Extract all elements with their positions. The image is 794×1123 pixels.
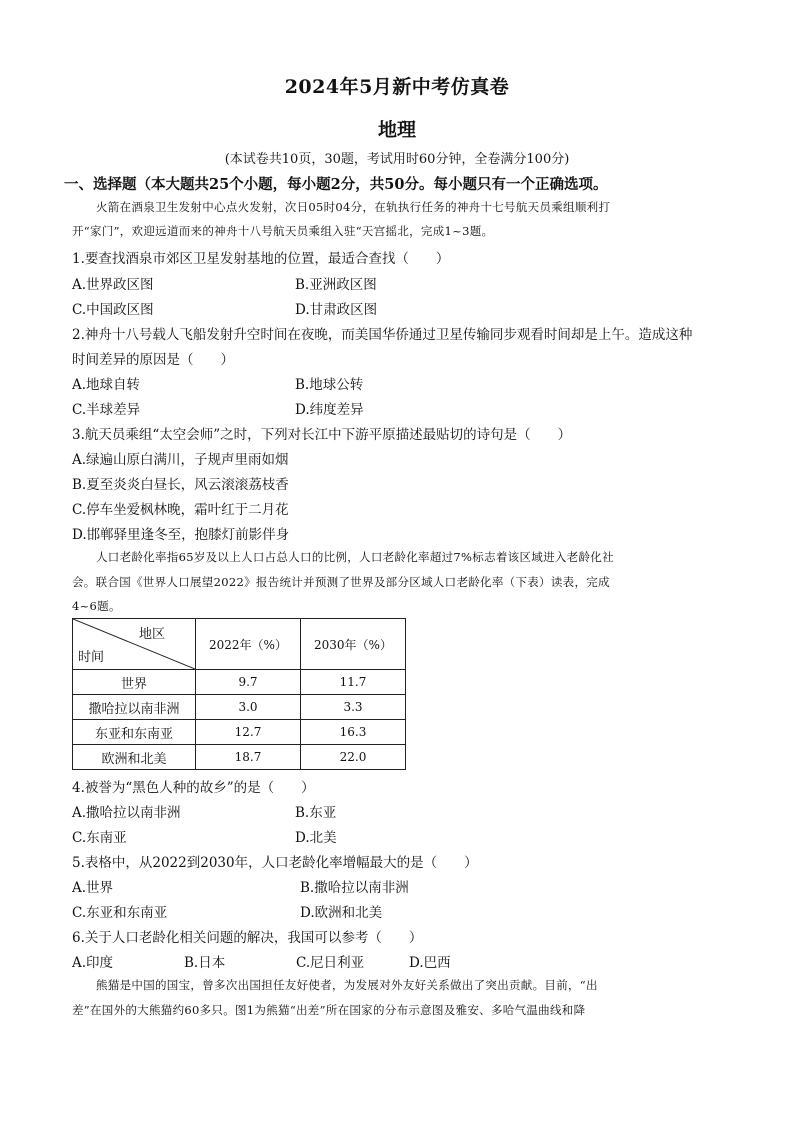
table-row <box>73 745 406 770</box>
question-6-option-c: C.尼日利亚 <box>296 955 365 971</box>
table-row <box>73 720 406 745</box>
table-header-2030: 2030年（%） <box>301 619 406 670</box>
aging-rate-table <box>72 618 406 770</box>
table-cell-region: 撒哈拉以南非洲 <box>73 695 196 720</box>
table-cell-value: 3.0 <box>196 695 301 720</box>
question-6-option-b: B.日本 <box>184 955 226 971</box>
table-corner-cell <box>73 619 196 670</box>
section-heading: 一、选择题（本大题共25个小题，每小题2分，共50分。每小题只有一个正确选项。 <box>64 176 608 193</box>
question-5-stem: 5.表格中，从2022到2030年，人口老龄化率增幅最大的是（ ） <box>72 855 478 871</box>
question-3-option-c: C.停车坐爱枫林晚，霜叶红于二月花 <box>72 502 289 518</box>
table-cell-region: 东亚和东南亚 <box>73 720 196 745</box>
table-cell-value: 22.0 <box>301 745 406 770</box>
question-2-stem: 2.神舟十八号载人飞船发射升空时间在夜晚，而美国华侨通过卫星传输同步观看时间却是上午。造成这种 <box>72 327 693 343</box>
question-5-option-b: B.撒哈拉以南非洲 <box>300 880 409 896</box>
question-5-option-c: C.东亚和东南亚 <box>72 905 168 921</box>
table-row <box>73 670 406 695</box>
table-cell-region: 欧洲和北美 <box>73 745 196 770</box>
intro-paragraph-line: 差”在国外的大熊猫约60多只。图1为熊猫“出差”所在国家的分布示意图及雅安、多哈气温曲线和降 <box>72 1003 586 1017</box>
question-2-option-b: B.地球公转 <box>295 377 364 393</box>
table-cell-value: 9.7 <box>196 670 301 695</box>
question-4-option-c: C.东南亚 <box>72 830 127 846</box>
intro-paragraph-line: 4~6题。 <box>72 599 121 613</box>
question-5-option-d: D.欧洲和北美 <box>300 905 383 921</box>
question-2-stem-cont: 时间差异的原因是（ ） <box>72 352 234 368</box>
table-cell-value: 18.7 <box>196 745 301 770</box>
question-1-option-b: B.亚洲政区图 <box>295 277 377 293</box>
question-3-option-a: A.绿遍山原白满川，子规声里雨如烟 <box>72 452 289 468</box>
intro-paragraph-line: 会。联合国《世界人口展望2022》报告统计并预测了世界及部分区域人口老龄化率（下表）读表，完成 <box>72 575 610 589</box>
question-1-stem: 1.要查找酒泉市郊区卫星发射基地的位置，最适合查找（ ） <box>72 251 450 267</box>
question-2-option-a: A.地球自转 <box>72 377 141 393</box>
question-1-option-c: C.中国政区图 <box>72 302 154 318</box>
exam-title: 2024年5月新中考仿真卷 <box>284 76 510 98</box>
intro-paragraph-line: 人口老龄化率指65岁及以上人口占总人口的比例，人口老龄化率超过7%标志着该区域进入老龄化社 <box>96 550 614 564</box>
question-6-option-d: D.巴西 <box>409 955 451 971</box>
intro-paragraph-line: 火箭在酒泉卫生发射中心点火发射，次日05时04分，在轨执行任务的神舟十七号航天员乘组顺利打 <box>96 200 611 214</box>
corner-label-region: 地区 <box>138 627 165 642</box>
table-header-2022: 2022年（%） <box>196 619 301 670</box>
question-4-option-d: D.北美 <box>295 830 337 846</box>
question-4-option-b: B.东亚 <box>295 805 337 821</box>
table-cell-value: 16.3 <box>301 720 406 745</box>
exam-note: (本试卷共10页，30题，考试用时60分钟，全卷满分100分) <box>224 152 570 167</box>
corner-label-time: 时间 <box>78 650 105 665</box>
intro-paragraph-line: 熊猫是中国的国宝，曾多次出国担任友好使者，为发展对外友好关系做出了突出贡献。目前，“出 <box>96 978 598 992</box>
question-4-stem: 4.被誉为“黑色人种的故乡”的是（ ） <box>72 780 315 796</box>
question-5-option-a: A.世界 <box>72 880 114 896</box>
table-cell-value: 3.3 <box>301 695 406 720</box>
question-2-option-c: C.半球差异 <box>72 402 141 418</box>
table-cell-region: 世界 <box>73 670 196 695</box>
question-2-option-d: D.纬度差异 <box>295 402 364 418</box>
table-cell-value: 11.7 <box>301 670 406 695</box>
exam-subject: 地理 <box>377 119 416 141</box>
question-1-option-a: A.世界政区图 <box>72 277 154 293</box>
question-3-option-d: D.邯郸驿里逢冬至，抱膝灯前影伴身 <box>72 527 290 543</box>
question-3-stem: 3.航天员乘组“太空会师”之时，下列对长江中下游平原描述最贴切的诗句是（ ） <box>72 427 572 443</box>
table-cell-value: 12.7 <box>196 720 301 745</box>
intro-paragraph-line: 开“家门”，欢迎远道而来的神舟十八号航天员乘组入驻“天宫摇北，完成1~3题。 <box>72 224 494 238</box>
question-4-option-a: A.撒哈拉以南非洲 <box>72 805 181 821</box>
question-1-option-d: D.甘肃政区图 <box>295 302 378 318</box>
question-6-option-a: A.印度 <box>72 955 114 971</box>
question-6-stem: 6.关于人口老龄化相关问题的解决，我国可以参考（ ） <box>72 930 423 946</box>
table-row <box>73 695 406 720</box>
question-3-option-b: B.夏至炎炎白昼长，风云滚滚荔枝香 <box>72 477 289 493</box>
